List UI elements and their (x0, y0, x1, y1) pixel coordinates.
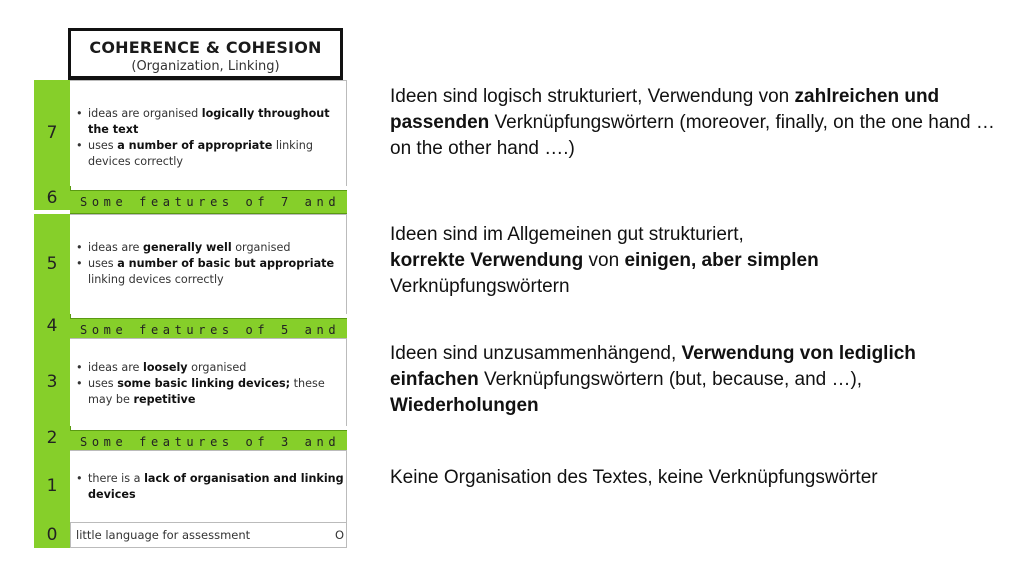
band-5-bullet-1: • ideas are generally well organised (88, 240, 346, 256)
band-1-score: 1 (34, 450, 71, 522)
band-5-score: 5 (34, 214, 71, 314)
band-4-row (34, 314, 347, 338)
band-0-score: 0 (34, 522, 71, 548)
band-7-bullet-1: • ideas are organised logically throughout the text (88, 106, 346, 138)
rubric-table (34, 28, 347, 548)
band-1-descriptor (70, 450, 347, 522)
band-3-descriptor (70, 338, 347, 426)
band-1-bullet-1: • there is a lack of organisation and linking devices (88, 471, 346, 503)
band-2-score: 2 (34, 426, 71, 450)
band-3-row (34, 338, 347, 426)
band-4-text: Some features of 5 and (70, 318, 347, 342)
band-0-tail: O (334, 528, 344, 542)
band-6-score: 6 (34, 186, 71, 210)
band-0-descriptor (70, 522, 347, 548)
rubric-title: COHERENCE & COHESION (89, 38, 322, 57)
band-0-row (34, 522, 347, 548)
band-1-row (34, 450, 347, 522)
band-7-score: 7 (34, 80, 71, 186)
band-6-row (34, 186, 347, 210)
band-2-text: Some features of 3 and (70, 430, 347, 454)
explanation-band-5: Ideen sind im Allgemeinen gut strukturiert, korrekte Verwendung von einigen, aber simplen Verknüpfungswörtern (390, 224, 819, 297)
band-6-text: Some features of 7 and (70, 190, 347, 214)
band-3-bullet-2: • uses some basic linking devices; these may be repetitive (88, 376, 346, 408)
explanation-band-7: Ideen sind logisch strukturiert, Verwendung von zahlreichen und passenden Verknüpfungswörtern (moreover, finally, on the one hand … on the other hand ….) (390, 86, 995, 159)
band-7-descriptor (70, 80, 347, 186)
explanation-band-1: Keine Organisation des Textes, keine Verknüpfungswörter (390, 467, 878, 488)
band-3-bullet-1: • ideas are loosely organised (88, 360, 346, 376)
band-3-score: 3 (34, 338, 71, 426)
rubric-header (68, 28, 343, 80)
band-7-bullet-2: • uses a number of appropriate linking devices correctly (88, 138, 346, 170)
band-4-score: 4 (34, 314, 71, 338)
band-7-row (34, 80, 347, 186)
explanation-band-3: Ideen sind unzusammenhängend, Verwendung von lediglich einfachen Verknüpfungswörtern (but, because, and …), Wiederholungen (390, 343, 916, 416)
band-5-row (34, 214, 347, 314)
band-5-descriptor (70, 214, 347, 314)
rubric-subtitle: (Organization, Linking) (131, 59, 280, 74)
band-2-row (34, 426, 347, 450)
band-0-text: little language for assessment (76, 528, 251, 542)
band-5-bullet-2: • uses a number of basic but appropriate linking devices correctly (88, 256, 346, 288)
